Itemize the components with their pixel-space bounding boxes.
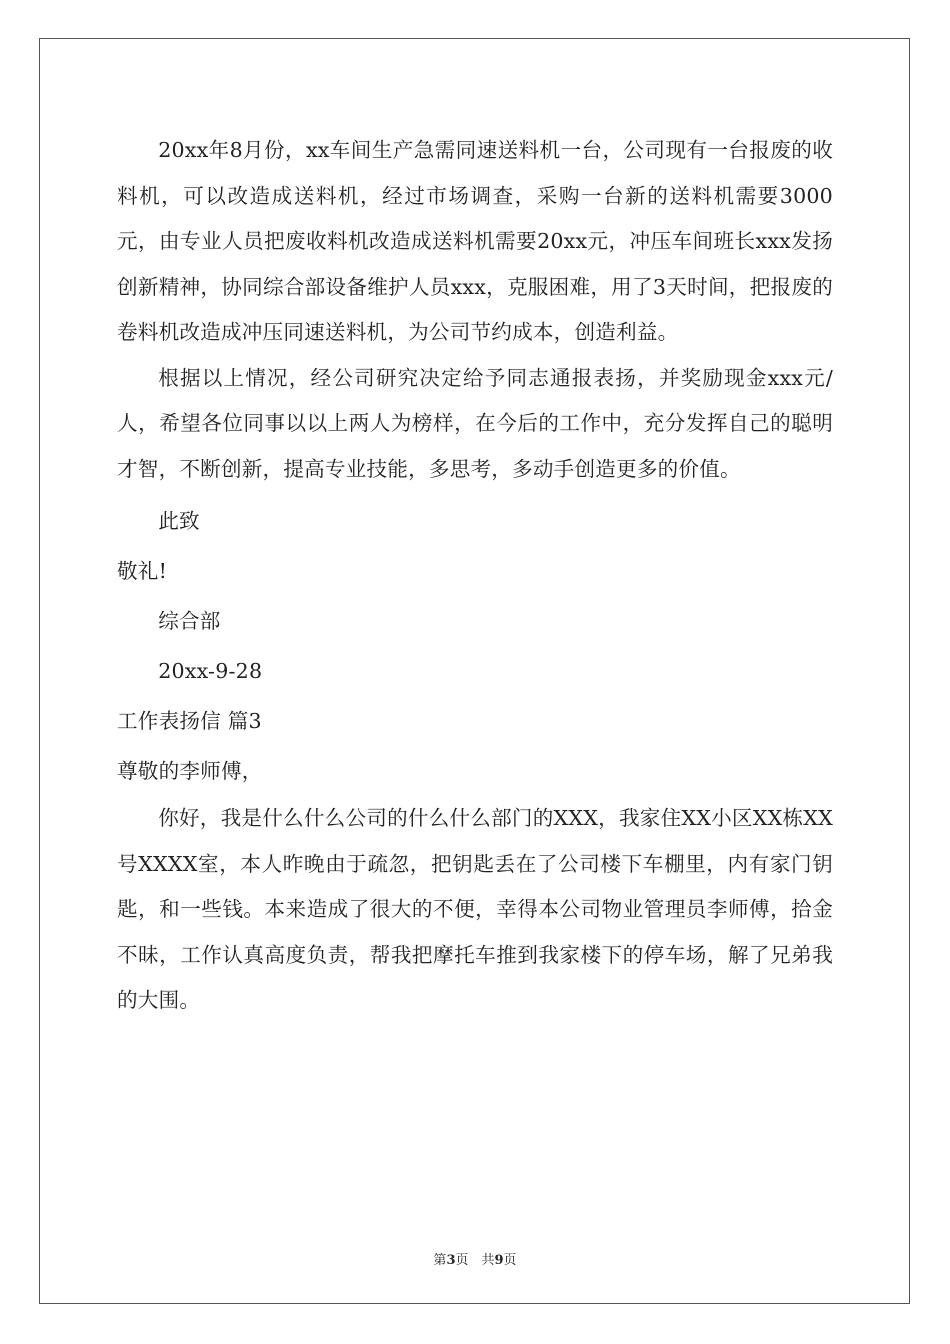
footer-page-current: 3 bbox=[446, 1253, 456, 1268]
date: 20xx-9-28 bbox=[158, 659, 263, 683]
footer-suffix: 页 bbox=[503, 1253, 517, 1268]
letter1-paragraph-2: 根据以上情况，经公司研究决定给予同志通报表扬，并奖励现金xxx元/人，希望各位同事以以上两人为榜样，在今后的工作中，充分发挥自己的聪明才智，不断创新，提高专业技能，多思考，多动手创造更多的价值。 bbox=[117, 365, 833, 481]
page-footer bbox=[0, 1249, 950, 1268]
footer-page-total: 9 bbox=[494, 1253, 504, 1268]
letter1-paragraph-1: 20xx年8月份，xx车间生产急需同速送料机一台，公司现有一台报废的收料机，可以改造成送料机，经过市场调查，采购一台新的送料机需要3000元，由专业人员把废收料机改造成送料机需要20xx元，冲压车间班长xxx发扬创新精神，协同综合部设备维护人员xxx，克服困难，用了3天时间，把报废的卷料机改造成冲压同速送料机，为公司节约成本，创造利益。 bbox=[117, 138, 833, 344]
document-body bbox=[117, 128, 833, 1024]
salutation: 尊敬的李师傅， bbox=[117, 759, 263, 783]
letter2-paragraph-1: 你好，我是什么什么公司的什么什么部门的XXX，我家住XX小区XX栋XX号XXXX室，本人昨晚由于疏忽，把钥匙丢在了公司楼下车棚里，内有家门钥匙，和一些钱。本来造成了很大的不便，幸得本公司物业管理员李师傅，拾金不昧，工作认真高度负责，帮我把摩托车推到我家楼下的停车场，解了兄弟我的大围。 bbox=[117, 806, 833, 1012]
footer-prefix: 第 bbox=[433, 1253, 447, 1268]
section-heading: 工作表扬信 篇3 bbox=[117, 709, 262, 733]
signature: 综合部 bbox=[158, 609, 221, 633]
footer-mid: 页 共 bbox=[455, 1253, 495, 1268]
closing-line-1: 此致 bbox=[158, 509, 200, 533]
closing-line-2: 敬礼! bbox=[117, 559, 168, 583]
